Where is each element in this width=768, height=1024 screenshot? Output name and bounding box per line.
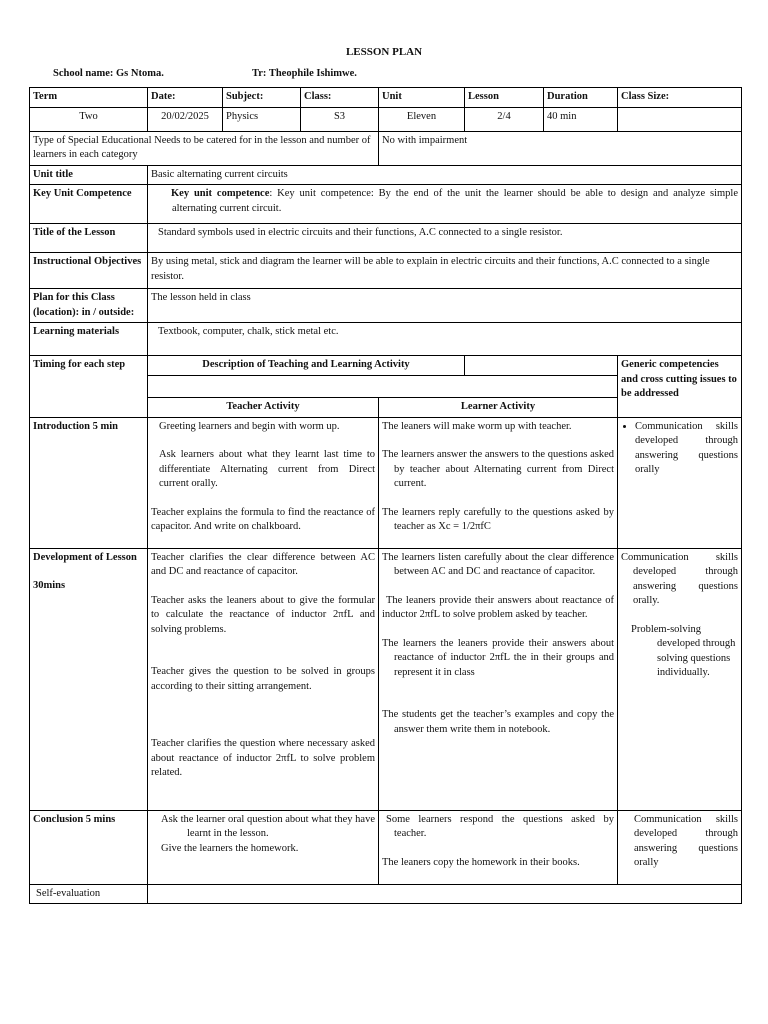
introduction-learner xyxy=(379,417,618,548)
development-row xyxy=(30,548,742,810)
self-evaluation-row xyxy=(30,884,742,904)
lesson-title-row xyxy=(30,224,742,253)
dev-competency-1: Communication skills developed through answering questions orally. xyxy=(621,551,738,606)
conclusion-learner xyxy=(379,810,618,884)
concl-teacher-2: Give the learners the homework. xyxy=(161,842,299,854)
unit-title-row xyxy=(30,165,742,185)
objectives-row xyxy=(30,253,742,289)
dev-teacher-1: Teacher clarifies the clear difference between AC and DC and reactance of capacitor. xyxy=(151,551,375,577)
intro-teacher-3: Teacher explains the formula to find the reactance of capacitor. And write on chalkboard. xyxy=(151,506,375,532)
value-duration: 40 min xyxy=(544,107,618,131)
dev-teacher-3: Teacher gives the question to be solved in groups according to their sitting arrangement. xyxy=(151,666,375,692)
dev-learner-3: The learners the leaners provide their answers about reactance of inductor 2πfL the in their groups and represent it in class xyxy=(382,637,614,678)
self-evaluation-label: Self-evaluation xyxy=(30,884,148,904)
conclusion-row xyxy=(30,810,742,884)
value-term: Two xyxy=(30,107,148,131)
introduction-competencies xyxy=(618,417,742,548)
lesson-title-value: Standard symbols used in electric circuits and their functions, A.C connected to a single resistor. xyxy=(148,224,742,253)
dev-learner-4: The students get the teacher’s examples and copy the answer them write them in notebook. xyxy=(382,709,614,735)
teacher-name: Tr: Theophile Ishimwe. xyxy=(252,68,357,79)
header-class-size: Class Size: xyxy=(618,88,742,108)
intro-learner-1: The leaners will make worm up with teacher. xyxy=(382,420,572,432)
lesson-plan-table xyxy=(29,87,742,904)
value-unit: Eleven xyxy=(379,107,465,131)
intro-teacher-1: Greeting learners and begin with worm up. xyxy=(159,420,340,432)
header-term: Term xyxy=(30,88,148,108)
dev-teacher-2: Teacher asks the leaners about to give the formular to calculate the reactance of inductor 2πfL and solving problems. xyxy=(151,594,375,635)
conclusion-label: Conclusion 5 mins xyxy=(30,810,148,884)
concl-learner-2: The leaners copy the homework in their books. xyxy=(382,856,580,868)
conclusion-teacher xyxy=(148,810,379,884)
header-date: Date: xyxy=(148,88,223,108)
learner-activity-header: Learner Activity xyxy=(379,398,618,418)
materials-row xyxy=(30,323,742,356)
header-class: Class: xyxy=(301,88,379,108)
value-class-size xyxy=(618,107,742,131)
introduction-row xyxy=(30,417,742,548)
value-class: S3 xyxy=(301,107,379,131)
plan-location-label: Plan for this Class (location): in / outside: xyxy=(30,289,148,323)
development-learner xyxy=(379,548,618,810)
activity-header-row xyxy=(30,356,742,376)
objectives-label: Instructional Objectives xyxy=(30,253,148,289)
key-competence-value xyxy=(148,185,742,224)
dev-competency-2: Problem-solving developed through solving questions individually. xyxy=(631,623,736,678)
description-header: Description of Teaching and Learning Activity xyxy=(148,356,465,376)
header-subject: Subject: xyxy=(223,88,301,108)
self-evaluation-value xyxy=(148,884,742,904)
unit-title-label: Unit title xyxy=(30,165,148,185)
header-unit: Unit xyxy=(379,88,465,108)
key-competence-prefix: Key unit competence xyxy=(171,188,270,199)
intro-teacher-2: Ask learners about what they learnt last time to differentiate Alternating current from Direct current orally. xyxy=(159,449,375,489)
lesson-title-label: Title of the Lesson xyxy=(30,224,148,253)
conclusion-competencies: Communication skills developed through answering questions orally xyxy=(618,810,742,884)
special-needs-label: Type of Special Educational Needs to be catered for in the lesson and number of learners in each category xyxy=(30,131,379,165)
materials-value: Textbook, computer, chalk, stick metal etc. xyxy=(148,323,742,356)
value-subject: Physics xyxy=(223,107,301,131)
development-label xyxy=(30,548,148,810)
key-competence-label: Key Unit Competence xyxy=(30,185,148,224)
teacher-activity-header: Teacher Activity xyxy=(148,398,379,418)
intro-learner-3: The learners reply carefully to the questions asked by teacher as Xc = 1/2πfC xyxy=(382,506,614,532)
dev-learner-2: The leaners provide their answers about reactance of inductor 2πfL to solve problem asked by teacher. xyxy=(382,594,614,620)
info-value-row xyxy=(30,107,742,131)
dev-learner-1: The learners listen carefully about the clear difference between AC and DC and reactance of capacitor. xyxy=(382,551,614,577)
development-teacher xyxy=(148,548,379,810)
header-duration: Duration xyxy=(544,88,618,108)
special-needs-row xyxy=(30,131,742,165)
school-name: School name: Gs Ntoma. xyxy=(53,68,164,79)
competencies-header: Generic competencies and cross cutting issues to be addressed xyxy=(618,356,742,418)
value-lesson: 2/4 xyxy=(465,107,544,131)
intro-competency-1: • Communication skills developed through answering questions orally xyxy=(635,420,738,478)
timing-header: Timing for each step xyxy=(30,356,148,418)
development-title: Development of Lesson xyxy=(33,551,137,563)
special-needs-value: No with impairment xyxy=(379,131,742,165)
development-duration: 30mins xyxy=(33,580,66,591)
page-title: LESSON PLAN xyxy=(345,46,423,58)
key-competence-text: : Key unit competence: By the end of the unit the learner should be able to design and analyze simple alternating current circuit. xyxy=(172,188,738,214)
header-lesson: Lesson xyxy=(465,88,544,108)
plan-location-value: The lesson held in class xyxy=(148,289,742,323)
key-competence-row xyxy=(30,185,742,224)
materials-label: Learning materials xyxy=(30,323,148,356)
development-competencies xyxy=(618,548,742,810)
concl-teacher-1: Ask the learner oral question about what they have learnt in the lesson. xyxy=(161,813,375,839)
introduction-label: Introduction 5 min xyxy=(30,417,148,548)
info-header-row xyxy=(30,88,742,108)
objectives-value: By using metal, stick and diagram the learner will be able to explain in electric circuits and their functions, A.C connected to a single resistor. xyxy=(148,253,742,289)
unit-title-value: Basic alternating current circuits xyxy=(148,165,742,185)
dev-teacher-4: Teacher clarifies the question where necessary asked about reactance of inductor 2πfL to solve problem related. xyxy=(151,738,375,778)
intro-learner-2: The learners answer the answers to the questions asked by teacher about Alternating current from Direct current. xyxy=(382,449,614,489)
value-date: 20/02/2025 xyxy=(148,107,223,131)
plan-location-row xyxy=(30,289,742,323)
introduction-teacher xyxy=(148,417,379,548)
concl-learner-1: Some learners respond the questions asked by teacher. xyxy=(386,813,614,839)
